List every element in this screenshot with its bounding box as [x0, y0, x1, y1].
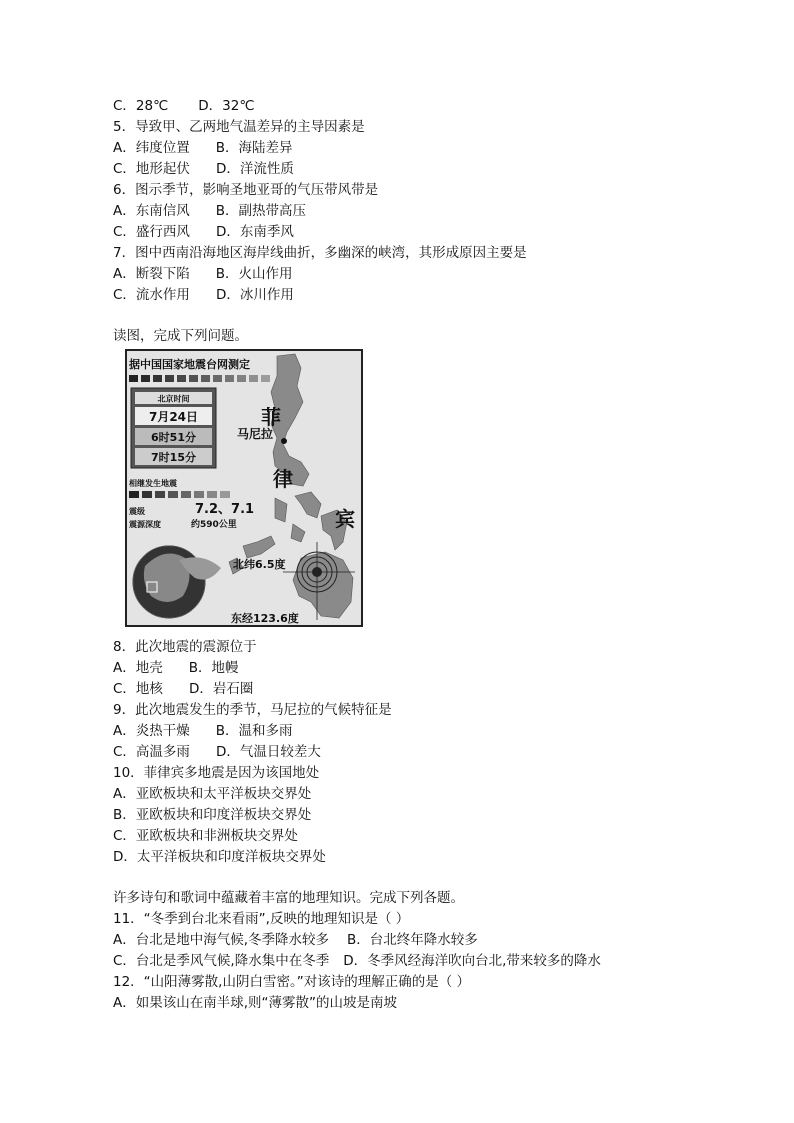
q9-options-row-2 [113, 743, 321, 761]
q12-stem: 12．“山阳薄雾散,山阴白雪密。”对该诗的理解正确的是（ ） [113, 974, 470, 990]
q9-option-a: A．炎热干燥 [113, 723, 190, 739]
q7-option-c: C．流水作用 [113, 287, 190, 303]
q5-option-c: C．地形起伏 [113, 161, 190, 177]
q7-option-d: D．冰川作用 [215, 287, 294, 303]
latitude-label: 北纬6.5度 [233, 558, 286, 571]
q11-option-a: A．台北是地中海气候,冬季降水较多 [113, 932, 330, 948]
q6-option-a: A．东南信风 [113, 203, 190, 219]
depth-value: 约590公里 [191, 520, 237, 530]
q4-option-d: D．32℃ [198, 98, 255, 114]
q8-option-d: D．岩石圈 [188, 681, 254, 697]
q7-stem: 7．图中西南沿海地区海岸线曲折，多幽深的峡湾，其形成原因主要是 [113, 245, 527, 261]
country-label-2: 律 [273, 467, 293, 491]
q9-option-d: D．气温日较差大 [215, 744, 321, 760]
q5-options-row-1 [113, 139, 293, 157]
depth-label: 震源深度 [129, 520, 161, 529]
q8-option-a: A．地壳 [113, 660, 163, 676]
earthquake-map-figure [125, 346, 365, 630]
manila-marker [281, 438, 287, 444]
q8-options-row-2 [113, 680, 253, 698]
q9-options-row-1 [113, 722, 293, 740]
q4-option-c: C．28℃ [113, 98, 169, 114]
q4-options-row [113, 97, 255, 115]
q6-stem: 6．图示季节，影响圣地亚哥的气压带风带是 [113, 182, 379, 198]
q10-option-c: C．亚欧板块和非洲板块交界处 [113, 828, 298, 844]
q11-options-row-2 [113, 952, 601, 970]
magnitude-label: 震级 [129, 507, 145, 516]
consecutive-label: 相继发生地震 [129, 479, 177, 488]
q10-option-d: D．太平洋板块和印度洋板块交界处 [113, 849, 326, 865]
city-label-manila: 马尼拉 [237, 427, 274, 441]
q6-option-d: D．东南季风 [215, 224, 294, 240]
magnitude-value: 7.2、7.1 [195, 502, 255, 517]
q8-option-b: B．地幔 [188, 660, 239, 676]
q9-stem: 9．此次地震发生的季节，马尼拉的气候特征是 [113, 702, 392, 718]
country-label-1: 菲 [261, 405, 281, 429]
q8-stem: 8．此次地震的震源位于 [113, 639, 257, 655]
q6-options-row-2 [113, 223, 294, 241]
q5-options-row-2 [113, 160, 294, 178]
q6-option-c: C．盛行西风 [113, 224, 190, 240]
q9-option-c: C．高温多雨 [113, 744, 190, 760]
q7-option-b: B．火山作用 [215, 266, 293, 282]
q11-stem: 11．“冬季到台北来看雨”,反映的地理知识是（ ） [113, 911, 410, 927]
q10-option-b: B．亚欧板块和印度洋板块交界处 [113, 807, 312, 823]
q5-option-b: B．海陆差异 [215, 140, 293, 156]
country-label-3: 宾 [335, 507, 355, 531]
section-intro-poetry: 许多诗句和歌词中蕴藏着丰富的地理知识。完成下列各题。 [113, 890, 464, 906]
q8-option-c: C．地核 [113, 681, 163, 697]
time-label: 北京时间 [157, 394, 190, 404]
q11-option-b: B．台北终年降水较多 [347, 932, 478, 948]
section-intro-map: 读图，完成下列问题。 [113, 328, 248, 344]
q10-option-a: A．亚欧板块和太平洋板块交界处 [113, 786, 312, 802]
q5-stem: 5．导致甲、乙两地气温差异的主导因素是 [113, 119, 365, 135]
q11-option-d: D．冬季风经海洋吹向台北,带来较多的降水 [343, 953, 601, 969]
q7-options-row-2 [113, 286, 294, 304]
q5-option-a: A．纬度位置 [113, 140, 190, 156]
time-value-1: 6时51分 [151, 431, 196, 444]
q11-options-row-1 [113, 931, 478, 949]
q10-stem: 10．菲律宾多地震是因为该国地处 [113, 765, 320, 781]
time-value-2: 7时15分 [151, 451, 196, 464]
longitude-label: 东经123.6度 [231, 612, 299, 625]
q9-option-b: B．温和多雨 [215, 723, 293, 739]
q7-option-a: A．断裂下陷 [113, 266, 190, 282]
time-info-box [131, 388, 216, 468]
q7-options-row-1 [113, 265, 293, 283]
date-value: 7月24日 [148, 410, 199, 424]
q12-option-a: A．如果该山在南半球,则“薄雾散”的山坡是南坡 [113, 995, 398, 1011]
map-header: 据中国国家地震台网测定 [129, 358, 250, 371]
q8-options-row-1 [113, 659, 239, 677]
q5-option-d: D．洋流性质 [215, 161, 294, 177]
q11-option-c: C．台北是季风气候,降水集中在冬季 [113, 953, 330, 969]
q6-options-row-1 [113, 202, 306, 220]
q6-option-b: B．副热带高压 [215, 203, 307, 219]
